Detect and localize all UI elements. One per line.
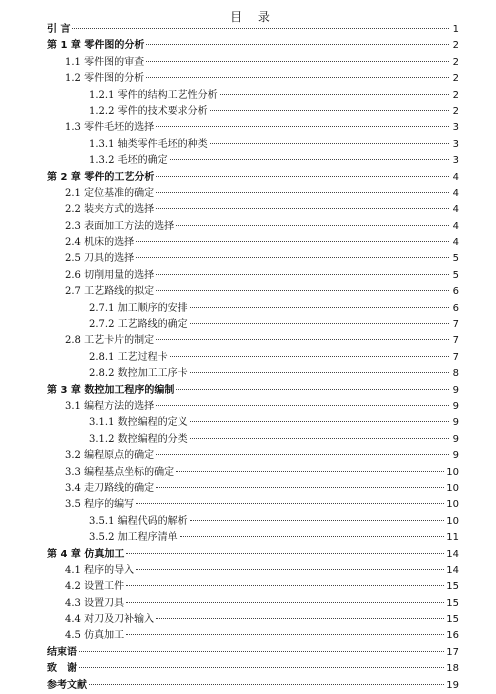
dot-leader <box>176 225 449 226</box>
dot-leader <box>190 421 449 422</box>
toc-entry-label: 1.2.2 零件的技术要求分析 <box>89 105 208 117</box>
dot-leader <box>156 274 449 275</box>
toc-entry-label: 2.2 装夹方式的选择 <box>65 204 155 216</box>
toc-entry-label: 3.1 编程方法的选择 <box>65 400 155 412</box>
toc-entry-page: 9 <box>452 384 459 396</box>
dot-leader <box>156 487 444 488</box>
dot-leader <box>146 77 449 78</box>
toc-entry-page: 9 <box>452 450 459 462</box>
toc-entry-label: 引 言 <box>47 24 71 35</box>
toc-entry[interactable] <box>47 547 459 563</box>
toc-entry-page: 4 <box>452 237 459 249</box>
toc-entry[interactable] <box>47 481 459 497</box>
toc-entry-page: 10 <box>446 499 459 511</box>
dot-leader <box>136 569 444 570</box>
toc-entry-page: 6 <box>452 286 459 298</box>
toc-entry-label: 1.3 零件毛坯的选择 <box>65 122 155 134</box>
dot-leader <box>190 520 445 521</box>
dot-leader <box>89 684 444 685</box>
toc-entry-page: 9 <box>452 433 459 445</box>
dot-leader <box>170 159 449 160</box>
toc-entry-page: 10 <box>446 466 459 478</box>
toc-entry-label: 第 4 章 仿真加工 <box>47 548 125 560</box>
toc-entry-page: 7 <box>452 351 459 363</box>
dot-leader <box>156 339 449 340</box>
toc-entry-label: 3.5 程序的编写 <box>65 499 135 511</box>
toc-entry-label: 3.5.1 编程代码的解析 <box>89 515 188 527</box>
toc-entry[interactable] <box>47 22 459 38</box>
toc-entry[interactable] <box>47 38 459 54</box>
toc-entry-page: 5 <box>452 253 459 265</box>
toc-entry[interactable] <box>47 465 459 481</box>
toc-entry-label: 3.4 走刀路线的确定 <box>65 482 155 494</box>
toc-entry-label: 致 谢 <box>47 663 77 675</box>
toc-entry-label: 第 3 章 数控加工程序的编制 <box>47 384 175 396</box>
toc-entry-page: 18 <box>446 663 459 675</box>
toc-entry[interactable] <box>47 415 459 431</box>
toc-entry-label: 3.3 编程基点坐标的确定 <box>65 466 175 478</box>
toc-entry-label: 2.7.1 加工顺序的安排 <box>89 302 188 314</box>
toc-entry[interactable] <box>47 137 459 153</box>
toc-entry-label: 2.7.2 工艺路线的确定 <box>89 319 188 331</box>
dot-leader <box>170 356 449 357</box>
toc-entry[interactable] <box>47 219 459 235</box>
toc-entry-page: 2 <box>452 73 459 85</box>
dot-leader <box>72 28 449 29</box>
table-of-contents <box>47 22 459 694</box>
toc-entry-page: 15 <box>446 614 459 626</box>
toc-entry[interactable] <box>47 661 459 677</box>
toc-entry-label: 2.4 机床的选择 <box>65 237 135 249</box>
toc-entry-page: 15 <box>446 597 459 609</box>
toc-entry-label: 3.5.2 加工程序清单 <box>89 532 178 544</box>
dot-leader <box>156 126 449 127</box>
toc-entry[interactable] <box>47 596 459 612</box>
dot-leader <box>190 372 449 373</box>
dot-leader <box>136 241 449 242</box>
toc-entry-page: 8 <box>452 368 459 380</box>
toc-entry-label: 1.1 零件图的审查 <box>65 56 145 68</box>
toc-entry[interactable] <box>47 514 459 530</box>
dot-leader <box>126 602 444 603</box>
toc-entry-label: 2.8.1 工艺过程卡 <box>89 351 168 363</box>
toc-entry-page: 14 <box>446 548 459 560</box>
toc-entry-page: 2 <box>452 105 459 117</box>
toc-entry-label: 4.2 设置工件 <box>65 581 125 593</box>
toc-entry-label: 4.4 对刀及刀补输入 <box>65 614 155 626</box>
dot-leader <box>210 110 449 111</box>
dot-leader <box>79 651 444 652</box>
dot-leader <box>126 585 444 586</box>
toc-entry[interactable] <box>47 71 459 87</box>
toc-entry-label: 参考文献 <box>47 679 87 691</box>
dot-leader <box>156 208 449 209</box>
toc-entry-label: 1.2.1 零件的结构工艺性分析 <box>89 89 218 101</box>
toc-entry[interactable] <box>47 333 459 349</box>
toc-entry-page: 2 <box>452 40 459 52</box>
toc-entry[interactable] <box>47 251 459 267</box>
toc-entry[interactable] <box>47 383 459 399</box>
toc-entry[interactable] <box>47 284 459 300</box>
toc-entry[interactable] <box>47 120 459 136</box>
toc-entry-page: 7 <box>452 319 459 331</box>
toc-entry-page: 10 <box>446 515 459 527</box>
toc-entry[interactable] <box>47 104 459 120</box>
toc-entry-page: 3 <box>452 155 459 167</box>
toc-entry[interactable] <box>47 612 459 628</box>
toc-entry[interactable] <box>47 497 459 513</box>
toc-entry[interactable] <box>47 579 459 595</box>
toc-entry[interactable] <box>47 235 459 251</box>
toc-entry-page: 2 <box>452 56 459 68</box>
toc-entry[interactable] <box>47 530 459 546</box>
dot-leader <box>156 618 444 619</box>
dot-leader <box>220 94 449 95</box>
toc-entry-label: 1.3.1 轴类零件毛坯的种类 <box>89 138 208 150</box>
dot-leader <box>79 667 444 668</box>
toc-entry-page: 16 <box>446 630 459 642</box>
page-title: 目 录 <box>230 10 276 24</box>
toc-entry-label: 2.8.2 数控加工工序卡 <box>89 368 188 380</box>
dot-leader <box>126 634 444 635</box>
toc-entry-page: 4 <box>452 220 459 232</box>
toc-entry[interactable] <box>47 88 459 104</box>
dot-leader <box>136 503 444 504</box>
toc-entry-label: 3.1.2 数控编程的分类 <box>89 433 188 445</box>
toc-entry[interactable] <box>47 628 459 644</box>
toc-entry-label: 2.3 表面加工方法的选择 <box>65 220 175 232</box>
toc-entry-label: 2.1 定位基准的确定 <box>65 187 155 199</box>
toc-entry-label: 第 2 章 零件的工艺分析 <box>47 171 155 183</box>
toc-entry-page: 1 <box>452 24 459 35</box>
dot-leader <box>190 438 449 439</box>
toc-entry-page: 15 <box>446 581 459 593</box>
toc-entry-label: 2.8 工艺卡片的制定 <box>65 335 155 347</box>
toc-entry-label: 2.6 切削用量的选择 <box>65 269 155 281</box>
toc-entry-page: 9 <box>452 417 459 429</box>
toc-entry-label: 第 1 章 零件图的分析 <box>47 40 145 52</box>
toc-entry-page: 4 <box>452 187 459 199</box>
toc-entry-page: 9 <box>452 400 459 412</box>
toc-entry-page: 5 <box>452 269 459 281</box>
dot-leader <box>156 405 449 406</box>
toc-entry[interactable] <box>47 268 459 284</box>
toc-entry[interactable] <box>47 202 459 218</box>
dot-leader <box>190 307 449 308</box>
toc-entry-label: 1.2 零件图的分析 <box>65 73 145 85</box>
toc-entry-page: 6 <box>452 302 459 314</box>
dot-leader <box>156 454 449 455</box>
toc-entry[interactable] <box>47 399 459 415</box>
dot-leader <box>156 290 449 291</box>
toc-entry-label: 3.2 编程原点的确定 <box>65 450 155 462</box>
dot-leader <box>190 323 449 324</box>
toc-entry-label: 4.3 设置刀具 <box>65 597 125 609</box>
dot-leader <box>180 536 445 537</box>
toc-entry-page: 17 <box>446 646 459 658</box>
dot-leader <box>156 192 449 193</box>
dot-leader <box>176 471 444 472</box>
toc-entry-page: 19 <box>446 679 459 691</box>
toc-entry[interactable] <box>47 366 459 382</box>
toc-entry-label: 4.1 程序的导入 <box>65 564 135 576</box>
toc-entry-page: 11 <box>446 532 459 544</box>
toc-entry[interactable] <box>47 563 459 579</box>
dot-leader <box>210 143 449 144</box>
toc-entry[interactable] <box>47 645 459 661</box>
toc-entry-page: 4 <box>452 204 459 216</box>
toc-entry[interactable] <box>47 170 459 186</box>
toc-entry[interactable] <box>47 350 459 366</box>
toc-entry[interactable] <box>47 186 459 202</box>
toc-entry[interactable] <box>47 153 459 169</box>
toc-entry-label: 2.5 刀具的选择 <box>65 253 135 265</box>
toc-entry[interactable] <box>47 678 459 694</box>
toc-entry-page: 7 <box>452 335 459 347</box>
toc-entry-label: 1.3.2 毛坯的确定 <box>89 155 168 167</box>
toc-entry[interactable] <box>47 317 459 333</box>
toc-entry[interactable] <box>47 432 459 448</box>
toc-entry-page: 2 <box>452 89 459 101</box>
toc-entry-label: 2.7 工艺路线的拟定 <box>65 286 155 298</box>
dot-leader <box>146 61 449 62</box>
toc-entry-page: 10 <box>446 482 459 494</box>
dot-leader <box>176 389 449 390</box>
toc-entry[interactable] <box>47 55 459 71</box>
dot-leader <box>126 553 444 554</box>
dot-leader <box>136 257 449 258</box>
toc-entry-page: 14 <box>446 564 459 576</box>
toc-entry-page: 3 <box>452 138 459 150</box>
dot-leader <box>156 176 449 177</box>
dot-leader <box>146 44 449 45</box>
toc-entry-label: 3.1.1 数控编程的定义 <box>89 417 188 429</box>
toc-entry-label: 4.5 仿真加工 <box>65 630 125 642</box>
toc-entry-page: 4 <box>452 171 459 183</box>
toc-entry[interactable] <box>47 301 459 317</box>
toc-entry-label: 结束语 <box>47 646 77 658</box>
toc-entry-page: 3 <box>452 122 459 134</box>
toc-entry[interactable] <box>47 448 459 464</box>
